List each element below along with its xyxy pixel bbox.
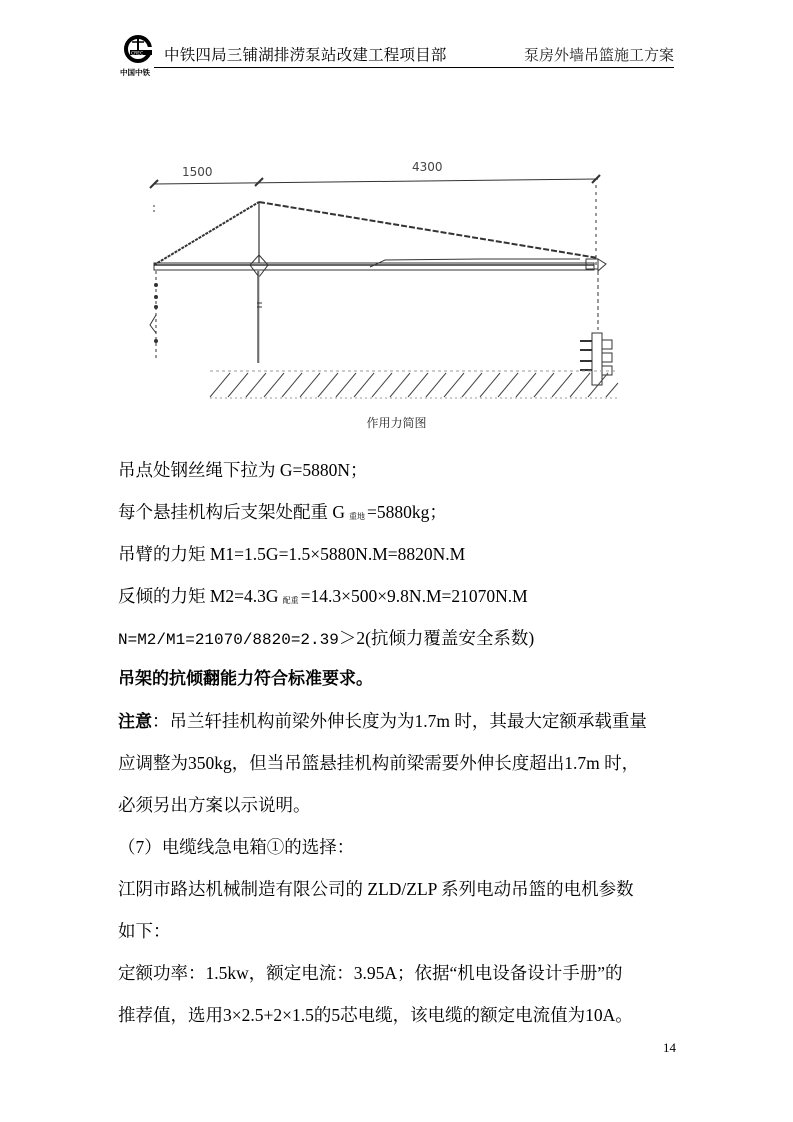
page-number: 14 (663, 1040, 676, 1055)
para1-line-1: 江阴市路达机械制造有限公司的 ZLD/ZLP 系列电动吊篮的电机参数 (118, 879, 634, 899)
conclusion-text: 吊架的抗倾翻能力符合标准要求。 (118, 669, 373, 689)
text-line-anti-tilt-moment: 反倾的力矩 M2=4.3G 配重 =14.3×500×9.8N.M=21070N.M (118, 586, 528, 606)
text-line-pull-force: 吊点处钢丝绳下拉为 G=5880N； (118, 460, 368, 480)
text-line-boom-moment: 吊臂的力矩 M1=1.5G=1.5×5880N.M=8820N.M (118, 544, 466, 564)
section-heading: （7）电缆线急电箱①的选择： (118, 837, 355, 857)
note-label: 注意 (118, 712, 152, 732)
dimension-4300: 4300 (412, 160, 443, 174)
organization-title: 中铁四局三铺湖排涝泵站改建工程项目部 (164, 46, 447, 64)
diagram-caption: 作用力简图 (366, 416, 427, 430)
para1-line-2: 如下： (118, 921, 171, 941)
note-line-1: 注意：吊兰轩挂机构前梁外伸长度为为1.7m 时，其最大定额承载重量 (118, 711, 647, 732)
page-header (118, 34, 674, 80)
text-line-safety-factor: N=M2/M1=21070/8820=2.39＞2(抗倾力覆盖安全系数) (118, 628, 535, 649)
header-divider (154, 67, 674, 68)
document-title: 泵房外墙吊篮施工方案 (523, 46, 674, 64)
para2-line-2: 推荐值，选用3×2.5+2×1.5的5芯电缆，该电缆的额定电流值为10A。 (118, 1005, 633, 1025)
force-diagram (140, 155, 620, 400)
note-line-3: 必须另出方案以示说明。 (118, 795, 311, 815)
para2-line-1: 定额功率：1.5kw，额定电流：3.95A；依据“机电设备设计手册”的 (118, 963, 623, 983)
text-line-counterweight: 每个悬挂机构后支架处配重 G 重地 =5880kg； (118, 502, 447, 522)
note-line-2: 应调整为350kg，但当吊篮悬挂机构前梁需要外伸长度超出1.7m 时， (118, 753, 640, 773)
svg-text:CREC: CREC (131, 51, 144, 57)
logo-caption: 中国中铁 (120, 68, 150, 77)
dimension-1500: 1500 (182, 165, 213, 179)
crec-logo-icon (120, 34, 160, 78)
